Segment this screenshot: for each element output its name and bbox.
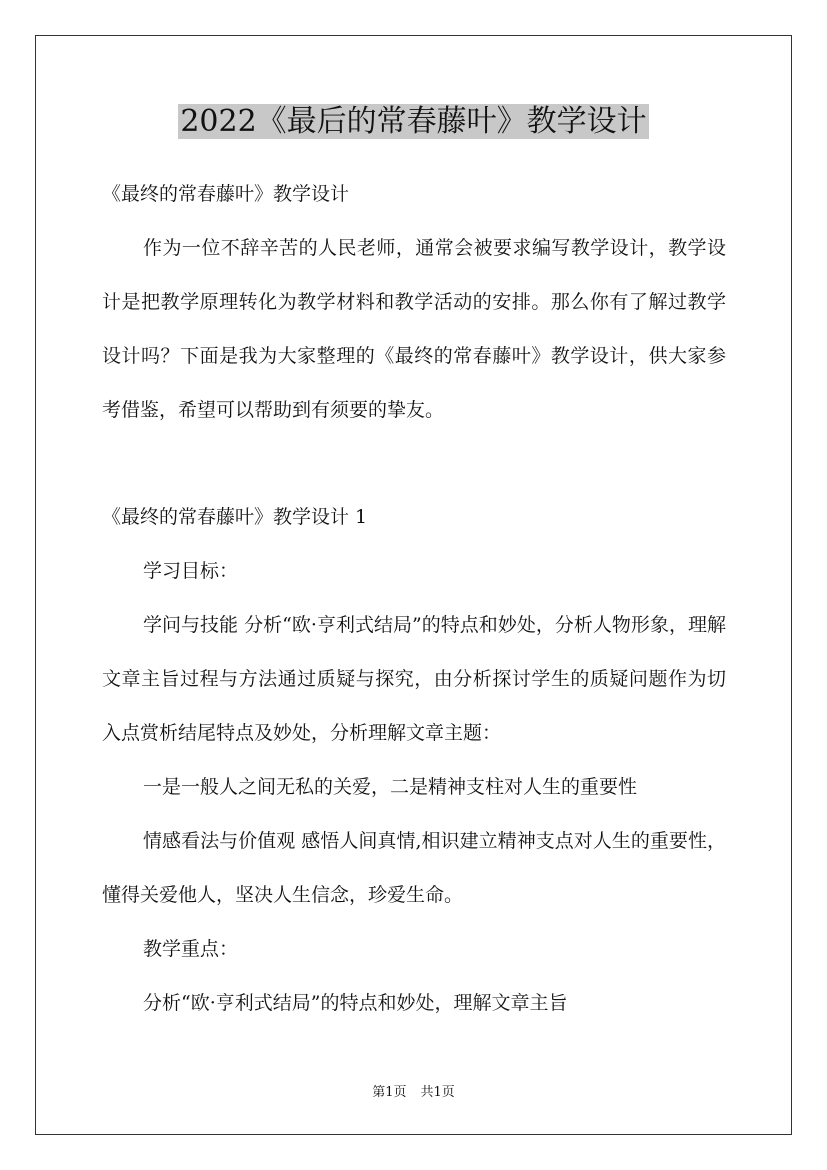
key-points-paragraph: 分析“欧·亨利式结局”的特点和妙处，理解文章主旨 bbox=[143, 992, 568, 1014]
page-number: 第1页 bbox=[372, 1085, 407, 1100]
subtitle: 《最终的常春藤叶》教学设计 bbox=[102, 183, 350, 205]
emotion-values-paragraph: 情感看法与价值观 感悟人间真情,相识建立精神支点对人生的重要性，懂得关爱他人，坚决人生信念，珍爱生命。 bbox=[102, 830, 726, 906]
intro-paragraph: 作为一位不辞辛苦的人民老师，通常会被要求编写教学设计，教学设计是把教学原理转化为教学材料和教学活动的安排。那么你有了解过教学设计吗？下面是我为大家整理的《最终的常春藤叶》教学设计，供大家参考借鉴，希望可以帮助到有须要的挚友。 bbox=[102, 237, 726, 421]
document-title-text: 2022《最后的常春藤叶》教学设计 bbox=[180, 104, 647, 139]
knowledge-skills-paragraph: 学问与技能 分析“欧·亨利式结局”的特点和妙处，分析人物形象，理解文章主旨过程与方法通过质疑与探究，由分析探讨学生的质疑问题作为切入点赏析结尾特点及妙处，分析理解文章主题： bbox=[102, 614, 726, 744]
theme-points-paragraph: 一是一般人之间无私的关爱，二是精神支柱对人生的重要性 bbox=[143, 776, 638, 798]
page-footer bbox=[0, 1083, 827, 1103]
section-heading: 《最终的常春藤叶》教学设计 1 bbox=[102, 506, 368, 528]
document-title bbox=[0, 102, 827, 142]
page-total: 共1页 bbox=[420, 1085, 455, 1100]
learning-goals-label: 学习目标： bbox=[143, 560, 239, 582]
key-points-label: 教学重点： bbox=[143, 938, 239, 960]
